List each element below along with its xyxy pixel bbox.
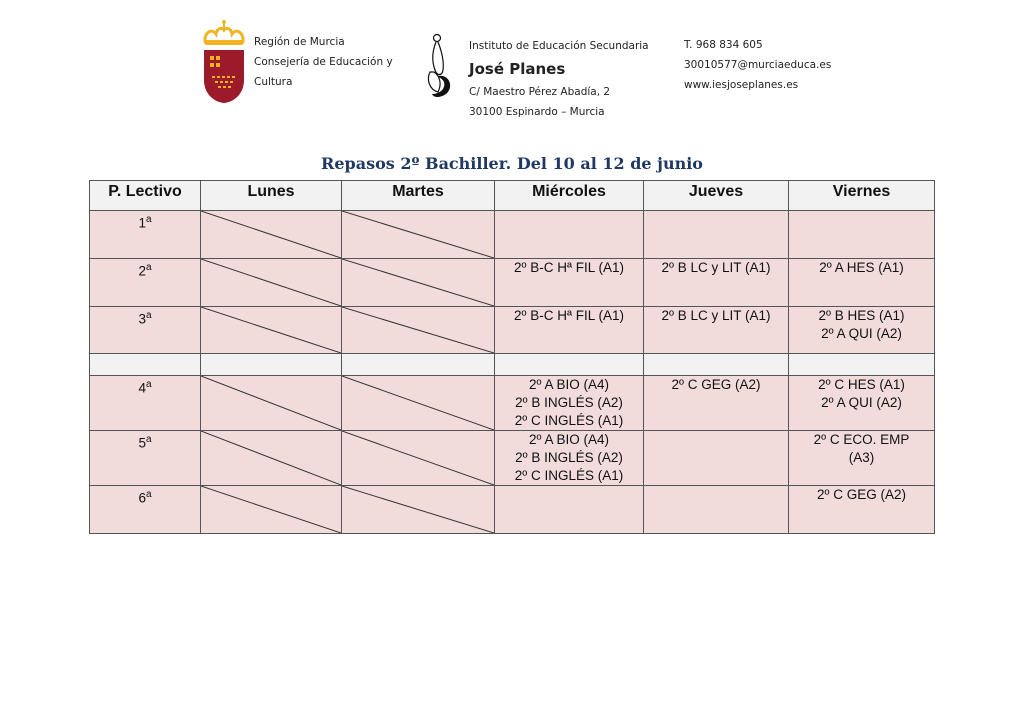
session-entry: 2º B LC y LIT (A1) xyxy=(661,260,771,275)
session-entry: 2º C GEG (A2) xyxy=(671,377,761,392)
period-cell xyxy=(90,376,201,431)
session-entry: 2º C ECO. EMP xyxy=(813,432,910,447)
period-cell xyxy=(90,211,201,259)
region-name: Región de Murcia xyxy=(254,36,345,48)
session-entry: 2º B INGLÉS (A2) xyxy=(515,395,623,410)
session-entry: 2º B HES (A1) xyxy=(818,308,905,323)
table-row xyxy=(90,259,935,307)
crossed-out-line xyxy=(201,431,341,485)
col-header-lunes: Lunes xyxy=(201,181,342,211)
cell-martes-crossed xyxy=(342,211,495,259)
cell-martes-crossed xyxy=(342,376,495,431)
table-row xyxy=(90,307,935,354)
session-entry: 2º B INGLÉS (A2) xyxy=(515,450,623,465)
period-number: 4 xyxy=(138,380,146,396)
period-cell xyxy=(90,431,201,486)
session-entry: 2º C INGLÉS (A1) xyxy=(514,413,624,428)
region-logo xyxy=(202,18,246,104)
cell-miercoles xyxy=(495,486,644,534)
contact-web[interactable]: www.iesjoseplanes.es xyxy=(684,79,799,91)
cell-martes-crossed xyxy=(342,259,495,307)
cell-viernes xyxy=(789,431,935,486)
contact-info xyxy=(684,35,831,95)
cell-miercoles xyxy=(495,431,644,486)
cell-viernes xyxy=(789,376,935,431)
table-row xyxy=(90,376,935,431)
crossed-out-line xyxy=(201,259,341,306)
break-cell xyxy=(342,354,495,376)
crossed-out-line xyxy=(342,486,494,533)
cell-lunes-crossed xyxy=(201,259,342,307)
school-address2: 30100 Espinardo – Murcia xyxy=(469,106,605,118)
cell-lunes-crossed xyxy=(201,431,342,486)
crossed-out-line xyxy=(201,307,341,353)
crossed-out-line xyxy=(342,211,494,258)
contact-email[interactable]: 30010577@murciaeduca.es xyxy=(684,59,832,71)
cell-jueves xyxy=(644,259,789,307)
period-suffix: a xyxy=(145,214,152,225)
period-suffix: a xyxy=(145,310,152,321)
table-row xyxy=(90,486,935,534)
cell-jueves xyxy=(644,431,789,486)
table-header-row xyxy=(90,181,935,211)
crossed-out-line xyxy=(342,307,494,353)
break-cell xyxy=(495,354,644,376)
cell-miercoles xyxy=(495,211,644,259)
period-number: 5 xyxy=(138,435,146,451)
cell-lunes-crossed xyxy=(201,486,342,534)
consejeria-line2: Cultura xyxy=(254,76,293,88)
cell-miercoles xyxy=(495,259,644,307)
period-suffix: a xyxy=(145,434,152,445)
contact-phone: T. 968 834 605 xyxy=(684,39,763,51)
col-header-jueves: Jueves xyxy=(644,181,789,211)
cell-viernes xyxy=(789,307,935,354)
session-entry: 2º C HES (A1) xyxy=(818,377,905,392)
period-number: 2 xyxy=(138,263,146,279)
cell-jueves xyxy=(644,211,789,259)
col-header-miercoles: Miércoles xyxy=(495,181,644,211)
break-cell xyxy=(201,354,342,376)
cell-martes-crossed xyxy=(342,486,495,534)
session-entry: 2º B-C Hª FIL (A1) xyxy=(514,308,624,323)
period-suffix: a xyxy=(145,262,152,273)
period-cell xyxy=(90,259,201,307)
col-header-martes: Martes xyxy=(342,181,495,211)
session-entry: 2º A BIO (A4) xyxy=(529,432,609,447)
crossed-out-line xyxy=(342,431,494,485)
period-suffix: a xyxy=(145,489,152,500)
session-entry: 2º B LC y LIT (A1) xyxy=(661,308,771,323)
cell-lunes-crossed xyxy=(201,307,342,354)
session-entry: 2º C GEG (A2) xyxy=(817,487,906,502)
break-row xyxy=(90,354,935,376)
session-entry: 2º A HES (A1) xyxy=(819,260,904,275)
session-entry: 2º A QUI (A2) xyxy=(821,395,902,410)
session-entry: 2º A BIO (A4) xyxy=(529,377,609,392)
table-row xyxy=(90,431,935,486)
break-cell xyxy=(644,354,789,376)
period-number: 3 xyxy=(138,311,146,327)
session-entry: (A3) xyxy=(848,450,875,465)
period-number: 6 xyxy=(138,490,146,506)
region-text xyxy=(254,32,393,92)
school-subtitle: Instituto de Educación Secundaria xyxy=(469,40,649,52)
cell-viernes xyxy=(789,486,935,534)
break-cell xyxy=(90,354,201,376)
col-header-period: P. Lectivo xyxy=(90,181,201,211)
period-number: 1 xyxy=(138,215,146,231)
session-entry: 2º B-C Hª FIL (A1) xyxy=(514,260,624,275)
crossed-out-line xyxy=(201,486,341,533)
school-address1: C/ Maestro Pérez Abadía, 2 xyxy=(469,86,611,98)
school-figure-logo-icon xyxy=(424,32,454,102)
cell-miercoles xyxy=(495,376,644,431)
cell-miercoles xyxy=(495,307,644,354)
period-cell xyxy=(90,307,201,354)
crossed-out-line xyxy=(201,211,341,258)
session-entry: 2º A QUI (A2) xyxy=(821,326,902,341)
crossed-out-line xyxy=(342,259,494,306)
cell-martes-crossed xyxy=(342,431,495,486)
cell-jueves xyxy=(644,376,789,431)
cell-lunes-crossed xyxy=(201,376,342,431)
cell-jueves xyxy=(644,307,789,354)
crossed-out-line xyxy=(342,376,494,430)
school-logo xyxy=(424,32,454,102)
document-title: Repasos 2º Bachiller. Del 10 al 12 de junio xyxy=(321,154,703,173)
col-header-viernes: Viernes xyxy=(789,181,935,211)
session-entry: 2º C INGLÉS (A1) xyxy=(514,468,624,483)
cell-viernes xyxy=(789,211,935,259)
period-cell xyxy=(90,486,201,534)
cell-jueves xyxy=(644,486,789,534)
school-name: José Planes xyxy=(469,60,566,78)
schedule-table xyxy=(89,180,935,534)
break-cell xyxy=(789,354,935,376)
murcia-coat-of-arms-icon xyxy=(202,18,246,104)
period-suffix: a xyxy=(145,379,152,390)
crossed-out-line xyxy=(201,376,341,430)
cell-martes-crossed xyxy=(342,307,495,354)
cell-viernes xyxy=(789,259,935,307)
school-text xyxy=(469,36,649,122)
consejeria-line1: Consejería de Educación y xyxy=(254,56,393,68)
table-row xyxy=(90,211,935,259)
cell-lunes-crossed xyxy=(201,211,342,259)
